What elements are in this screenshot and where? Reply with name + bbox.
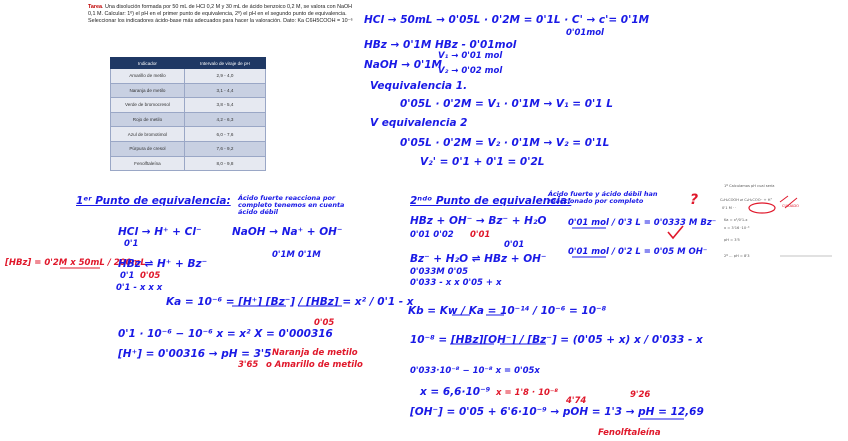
poh-correction: 4'74 <box>566 396 587 406</box>
naoh-conc: 0'1M 0'1M <box>272 250 321 260</box>
ka-expression: Ka = 10⁻⁶ = [H⁺] [Bz⁻] / [HBz] = x² / 0'1 - x <box>166 296 414 308</box>
indicator-1: Naranja de metilo <box>272 348 358 358</box>
total-volume: V₂' = 0'1 + 0'1 = 0'2L <box>420 156 545 168</box>
equivalence-1-title: Vequivalencia 1. <box>370 80 468 92</box>
naoh-line: NaOH → 0'1M <box>364 59 442 71</box>
table-cell: 3,8 - 5,4 <box>184 98 265 113</box>
question-mark: ? <box>690 192 699 208</box>
indicator-1-alt: o Amarillo de metilo <box>266 360 363 370</box>
neutralization-reaction: HBz + OH⁻ → Bz⁻ + H₂O <box>410 215 547 227</box>
mini-line: 2º ... pH = 8'3 <box>724 254 750 258</box>
hydrolysis-reaction: Bz⁻ + H₂O ⇌ HBz + OH⁻ <box>410 253 547 265</box>
neutralization-initial: 0'01 0'02 <box>410 230 454 240</box>
table-cell: 2,9 - 4,0 <box>184 69 265 84</box>
kb-equilibrium: 10⁻⁸ = [HBz][OH⁻] / [Bz⁻] = (0'05 + x) x / 0'033 - x <box>410 334 703 346</box>
mini-line: C₆H₅COOH ⇌ C₆H₅COO⁻ + H⁺ <box>720 198 773 202</box>
first-eq-title: 1ᵉʳ Punto de equivalencia: <box>76 195 231 207</box>
mini-line: 0'1 M · · <box>722 206 737 210</box>
table-row <box>111 141 266 156</box>
x-solution-correction: x = 1'8 · 10⁻⁸ <box>496 388 559 398</box>
second-eq-title: 2ⁿᵈᵒ Punto de equivalencia: <box>410 195 572 207</box>
hcl-dissociation: HCl → H⁺ + Cl⁻ <box>118 226 202 238</box>
table-cell: 3,1 - 4,4 <box>184 83 265 98</box>
table-cell: Naranja de metilo <box>111 83 185 98</box>
table-header-row <box>111 58 266 69</box>
table-cell: Púrpura de cresol <box>111 141 185 156</box>
hbz-line: HBz → 0'1M HBz - 0'01mol <box>364 39 517 51</box>
hcl-moles: 0'01mol <box>566 28 604 38</box>
table-cell: Azul de bromotimol <box>111 127 185 142</box>
table-cell: 7,6 - 9,2 <box>184 141 265 156</box>
ka-solve: 0'1 · 10⁻⁶ − 10⁻⁶ x = x² X = 0'000316 <box>118 328 333 340</box>
mini-line: Ka = x²/0'1-x <box>724 218 748 222</box>
hbz-equilibrium-row: 0'1 - x x x <box>116 283 163 293</box>
problem-statement <box>88 4 360 26</box>
ka-correction: 0'05 <box>314 318 335 328</box>
naoh-dissociation: NaOH → Na⁺ + OH⁻ <box>232 226 343 238</box>
table-cell: 6,0 - 7,6 <box>184 127 265 142</box>
table-row <box>111 112 266 127</box>
equivalence-2-eq: 0'05L · 0'2M = V₂ · 0'1M → V₂ = 0'1L <box>400 137 610 149</box>
neutralization-correction: 0'01 <box>470 230 491 240</box>
table-cell: 8,0 - 9,8 <box>184 156 265 171</box>
hbz-concentration: [HBz] = 0'2M x 50mL / 200mL <box>5 258 146 268</box>
red-scribble-mark <box>780 196 797 208</box>
oh-concentration: 0'01 mol / 0'2 L = 0'05 M OH⁻ <box>568 247 708 257</box>
table-header: Indicador <box>111 58 185 69</box>
second-eq-note: Ácido fuerte y ácido débil han reaccionado por completo <box>548 190 658 205</box>
table-cell: Fenolftaleína <box>111 156 185 171</box>
table-cell: 4,2 - 6,3 <box>184 112 265 127</box>
table-header: Intervalo de viraje de pH <box>184 58 265 69</box>
table-cell: Verde de bromocresol <box>111 98 185 113</box>
table-cell: Amarillo de metilo <box>111 69 185 84</box>
neutralization-final: 0'01 <box>504 240 525 250</box>
kb-expression: Kb = Kw / Ka = 10⁻¹⁴ / 10⁻⁶ = 10⁻⁸ <box>408 305 607 317</box>
x-solution: x = 6,6·10⁻⁹ <box>420 386 491 398</box>
hbz-initial: 0'1 <box>120 271 135 281</box>
equivalence-1-eq: 0'05L · 0'2M = V₁ · 0'1M → V₁ = 0'1 L <box>400 98 613 110</box>
hcl-conc: 0'1 <box>124 239 139 249</box>
ph-correction-1: 3'65 <box>238 360 259 370</box>
task-text: . Una disolución formada por 50 mL de HCl 0,2 M y 30 mL de ácido benzoico 0,2 M, se valora con NaOH 0,1 M. Calcular: 1º) el pH en el primer punto de equivalencia, 2º) el pH en el segundo punto de equivalencia. Seleccionar los indicadores ácido-base más adecuados para hacer la valoración. Dato: Ka C6H5COOH = 10⁻⁶ <box>88 4 353 25</box>
first-eq-note: Ácido fuerte reacciona por completo tenemos en cuenta ácido débil <box>238 194 345 216</box>
mini-line: pH = 3'5 <box>724 238 740 242</box>
task-tag: Tarea <box>88 4 102 10</box>
mini-red-note: CUIDADO <box>782 204 799 208</box>
hbz-initial-correction: 0'05 <box>140 271 161 281</box>
hydrolysis-equilibrium: 0'033 - x x 0'05 + x <box>410 278 502 288</box>
equivalence-2-title: V equivalencia 2 <box>370 117 468 129</box>
hydrolysis-initial: 0'033M 0'05 <box>410 267 469 277</box>
ph-correction-2: 9'26 <box>630 390 651 400</box>
v1-moles: V₁ → 0'01 mol <box>438 51 503 61</box>
hbz-equilibrium: HBz ⇌ H⁺ + Bz⁻ <box>118 258 208 270</box>
table-row <box>111 127 266 142</box>
table-row <box>111 83 266 98</box>
ph-result-1: [H⁺] = 0'00316 → pH = 3'5 <box>118 348 272 360</box>
mini-notes <box>720 182 840 272</box>
table-row <box>111 98 266 113</box>
indicator-2: Fenolftaleína <box>598 428 661 438</box>
v2-moles: V₂ → 0'02 mol <box>438 66 503 76</box>
table-cell: Rojo de metilo <box>111 112 185 127</box>
mini-line: x = 3'16 ·10⁻⁴ <box>724 226 750 230</box>
table-row <box>111 156 266 171</box>
red-circle-mark <box>749 203 775 213</box>
kb-solve: 0'033·10⁻⁸ − 10⁻⁸ x = 0'05x <box>410 366 540 376</box>
hcl-volume-line: HCl → 50mL → 0'05L · 0'2M = 0'1L · C' → c'= 0'1M <box>364 14 650 26</box>
mini-annotations <box>720 182 840 272</box>
ph-result-2: [OH⁻] = 0'05 + 6'6·10⁻⁹ → pOH = 1'3 → pH = 12,69 <box>410 406 704 418</box>
table-row <box>111 69 266 84</box>
indicator-table <box>110 57 266 171</box>
bz-concentration: 0'01 mol / 0'3 L = 0'0333 M Bz⁻ <box>568 218 717 228</box>
mini-line: 1º Calculamos pH cual sería <box>724 184 775 188</box>
